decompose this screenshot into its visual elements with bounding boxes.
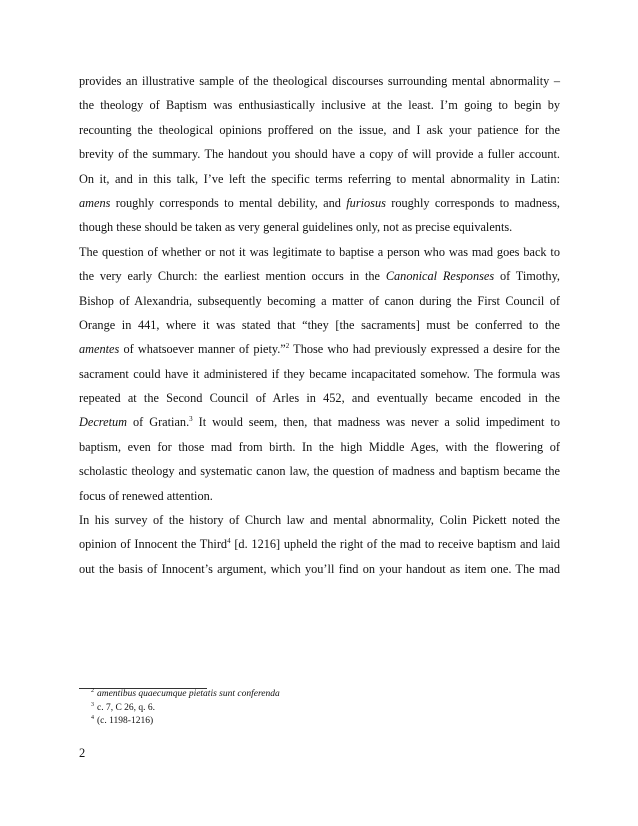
body-line: amentes of whatsoever manner of piety.”$^2$ Those who had previously expressed a desire for the	[79, 342, 560, 357]
body-line: In his survey of the history of Church law and mental abnormality, Colin Pickett noted the	[79, 513, 560, 528]
body-text	[79, 69, 560, 581]
body-line: provides an illustrative sample of the theological discourses surrounding mental abnormality –	[79, 74, 560, 88]
body-line: brevity of the summary. The handout you should have a copy of will provide a fuller account.	[79, 147, 560, 162]
body-line: baptism, even for those mad from birth. In the high Middle Ages, with the flowering of	[79, 439, 560, 454]
footnote: $^2$ amentibus quaecumque pietatis sunt conferenda	[91, 688, 280, 699]
footnote: $^4$ (c. 1198-1216)	[91, 715, 154, 726]
body-line: focus of renewed attention.	[79, 488, 213, 503]
body-line: opinion of Innocent the Third$^4$ [d. 1216] upheld the right of the mad to receive baptism and laid	[79, 537, 560, 552]
footnote-ref: 2	[285, 342, 290, 351]
body-line: the theology of Baptism was enthusiastically inclusive at the least. I’m going to begin by	[79, 98, 560, 113]
body-line: though these should be taken as very general guidelines only, not as precise equivalents.	[79, 220, 513, 235]
body-line: out the basis of Innocent’s argument, which you’ll find on your handout as item one. The mad	[79, 561, 560, 576]
body-line: Decretum of Gratian.$^3$ It would seem, then, that madness was never a solid impediment to	[79, 415, 560, 430]
body-line: repeated at the Second Council of Arles in 452, and eventually became encoded in the	[79, 391, 560, 406]
footnotes	[91, 688, 280, 729]
footnote: $^3$ c. 7, C 26, q. 6.	[91, 701, 156, 713]
body-line: On it, and in this talk, I’ve left the specific terms referring to mental abnormality in Latin:	[79, 171, 560, 186]
body-line: The question of whether or not it was legitimate to baptise a person who was mad goes back to	[79, 244, 560, 259]
body-line: Orange in 441, where it was stated that “they [the sacraments] must be conferred to the	[79, 317, 560, 332]
footnote-ref: 3	[189, 415, 193, 424]
body-line: amens roughly corresponds to mental debility, and furiosus roughly corresponds to madness,	[79, 195, 560, 210]
body-line: sacrament could have it administered if they became incapacitated somehow. The formula was	[79, 366, 560, 381]
page-number: 2	[79, 746, 86, 760]
body-line: recounting the theological opinions proffered on the issue, and I ask your patience for the	[79, 122, 560, 137]
body-line: the very early Church: the earliest mention occurs in the Canonical Responses of Timothy,	[79, 269, 560, 284]
body-line: Bishop of Alexandria, subsequently becoming a matter of canon during the First Council of	[79, 293, 560, 308]
footnote-ref: 4	[227, 537, 231, 546]
body-line: scholastic theology and systematic canon law, the question of madness and baptism became the	[79, 464, 560, 479]
